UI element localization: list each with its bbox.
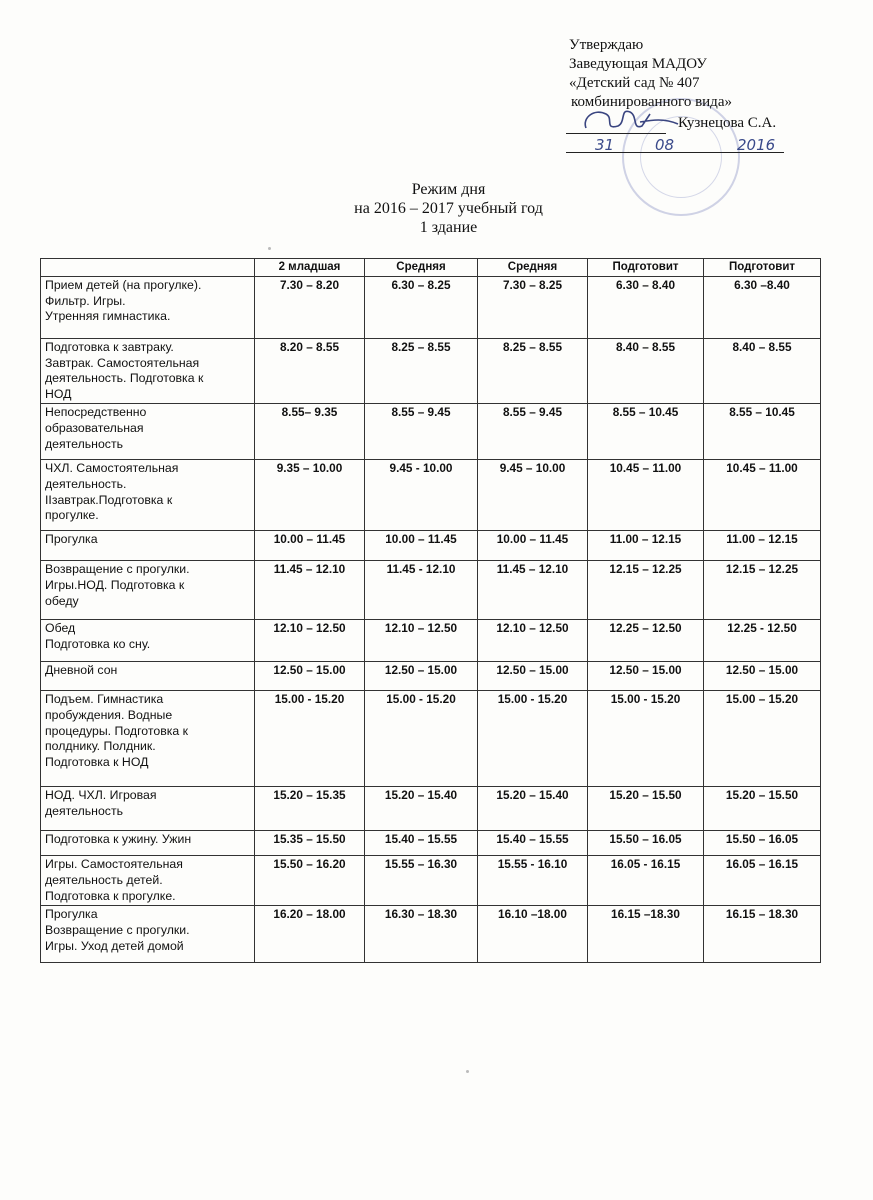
time-cell: 8.20 – 8.55 bbox=[255, 339, 365, 404]
time-cell: 6.30 – 8.40 bbox=[588, 277, 704, 339]
time-cell: 15.20 – 15.50 bbox=[704, 787, 821, 831]
activity-line: Утренняя гимнастика. bbox=[45, 309, 171, 324]
time-cell: 12.50 – 15.00 bbox=[365, 662, 478, 691]
time-cell: 10.00 – 11.45 bbox=[365, 531, 478, 561]
table-row bbox=[41, 277, 821, 339]
table-row bbox=[41, 906, 821, 963]
activity-line: Подготовка к НОД bbox=[45, 754, 149, 769]
document-title bbox=[0, 180, 873, 237]
time-cell: 7.30 – 8.25 bbox=[478, 277, 588, 339]
time-cell: 7.30 – 8.20 bbox=[255, 277, 365, 339]
time-cell: 11.45 – 12.10 bbox=[255, 561, 365, 620]
approval-line-4: комбинированного вида» bbox=[571, 94, 732, 110]
time-cell: 15.00 - 15.20 bbox=[255, 691, 365, 787]
activity-cell bbox=[41, 620, 255, 662]
time-cell: 10.00 – 11.45 bbox=[255, 531, 365, 561]
activity-line: обеду bbox=[45, 593, 79, 608]
approval-line-1: Утверждаю bbox=[569, 37, 644, 53]
approval-line-3: «Детский сад № 407 bbox=[569, 75, 700, 91]
table-row bbox=[41, 831, 821, 856]
time-cell: 12.50 – 15.00 bbox=[478, 662, 588, 691]
header-row bbox=[41, 259, 821, 277]
time-cell: 8.25 – 8.55 bbox=[478, 339, 588, 404]
table-row bbox=[41, 460, 821, 531]
time-cell: 15.20 – 15.40 bbox=[365, 787, 478, 831]
time-cell: 15.35 – 15.50 bbox=[255, 831, 365, 856]
activity-cell bbox=[41, 787, 255, 831]
table-row bbox=[41, 620, 821, 662]
time-cell: 15.00 - 15.20 bbox=[588, 691, 704, 787]
activity-line: Подготовка ко сну. bbox=[45, 636, 151, 651]
activity-cell bbox=[41, 339, 255, 404]
activity-cell bbox=[41, 531, 255, 561]
table-row bbox=[41, 531, 821, 561]
activity-line: Подготовка к ужину. Ужин bbox=[45, 832, 192, 847]
activity-cell bbox=[41, 906, 255, 963]
activity-line: деятельность. Подготовка к bbox=[45, 371, 204, 386]
time-cell: 12.50 – 15.00 bbox=[588, 662, 704, 691]
activity-line: Подготовка к завтраку. bbox=[45, 340, 174, 354]
activity-line: Прогулка bbox=[45, 907, 98, 922]
activity-cell bbox=[41, 691, 255, 787]
time-cell: 9.45 - 10.00 bbox=[365, 460, 478, 531]
activity-line: НОД bbox=[45, 386, 72, 401]
activity-cell bbox=[41, 561, 255, 620]
activity-line: полднику. Полдник. bbox=[45, 739, 156, 754]
activity-line: деятельность bbox=[45, 803, 123, 818]
header-group-4: Подготовит bbox=[588, 259, 704, 277]
time-cell: 8.25 – 8.55 bbox=[365, 339, 478, 404]
table-row bbox=[41, 856, 821, 906]
time-cell: 15.00 - 15.20 bbox=[478, 691, 588, 787]
time-cell: 12.50 – 15.00 bbox=[704, 662, 821, 691]
activity-line: Завтрак. Самостоятельная bbox=[45, 355, 200, 370]
time-cell: 8.55 – 10.45 bbox=[588, 404, 704, 460]
time-cell: 15.00 – 15.20 bbox=[704, 691, 821, 787]
title-line-1: Режим дня bbox=[411, 181, 486, 198]
time-cell: 10.00 – 11.45 bbox=[478, 531, 588, 561]
time-cell: 12.50 – 15.00 bbox=[255, 662, 365, 691]
time-cell: 8.40 – 8.55 bbox=[588, 339, 704, 404]
header-group-3: Средняя bbox=[478, 259, 588, 277]
header-group-5: Подготовит bbox=[704, 259, 821, 277]
activity-line: ЧХЛ. Самостоятельная bbox=[45, 461, 179, 476]
time-cell: 15.40 – 15.55 bbox=[478, 831, 588, 856]
time-cell: 15.40 – 15.55 bbox=[365, 831, 478, 856]
time-cell: 8.55 – 10.45 bbox=[704, 404, 821, 460]
time-cell: 8.55 – 9.45 bbox=[365, 404, 478, 460]
time-cell: 16.20 – 18.00 bbox=[255, 906, 365, 963]
time-cell: 6.30 – 8.25 bbox=[365, 277, 478, 339]
title-line-2: на 2016 – 2017 учебный год bbox=[354, 200, 543, 217]
time-cell: 16.15 –18.30 bbox=[588, 906, 704, 963]
time-cell: 12.10 – 12.50 bbox=[255, 620, 365, 662]
time-cell: 10.45 – 11.00 bbox=[588, 460, 704, 531]
time-cell: 6.30 –8.40 bbox=[704, 277, 821, 339]
schedule-table bbox=[40, 258, 821, 963]
time-cell: 10.45 – 11.00 bbox=[704, 460, 821, 531]
time-cell: 16.10 –18.00 bbox=[478, 906, 588, 963]
time-cell: 11.45 - 12.10 bbox=[365, 561, 478, 620]
table-row bbox=[41, 691, 821, 787]
time-cell: 16.30 – 18.30 bbox=[365, 906, 478, 963]
head-name: Кузнецова С.А. bbox=[678, 115, 777, 131]
time-cell: 9.35 – 10.00 bbox=[255, 460, 365, 531]
table-row bbox=[41, 787, 821, 831]
activity-cell bbox=[41, 856, 255, 906]
activity-line: Игры. Уход детей домой bbox=[45, 938, 184, 953]
time-cell: 8.55 – 9.45 bbox=[478, 404, 588, 460]
activity-line: деятельность bbox=[45, 436, 123, 451]
table-row bbox=[41, 339, 821, 404]
table-row bbox=[41, 561, 821, 620]
activity-cell bbox=[41, 831, 255, 856]
time-cell: 8.40 – 8.55 bbox=[704, 339, 821, 404]
time-cell: 12.10 – 12.50 bbox=[365, 620, 478, 662]
time-cell: 15.00 - 15.20 bbox=[365, 691, 478, 787]
time-cell: 16.05 – 16.15 bbox=[704, 856, 821, 906]
time-cell: 15.20 – 15.50 bbox=[588, 787, 704, 831]
scan-speck bbox=[268, 247, 271, 250]
time-cell: 15.50 – 16.05 bbox=[704, 831, 821, 856]
header-activity bbox=[41, 259, 255, 277]
activity-line: Обед bbox=[45, 621, 76, 636]
activity-cell bbox=[41, 460, 255, 531]
activity-line: деятельность. bbox=[45, 476, 127, 491]
activity-line: пробуждения. Водные bbox=[45, 707, 173, 722]
activity-line: Фильтр. Игры. bbox=[45, 293, 126, 308]
time-cell: 8.55– 9.35 bbox=[255, 404, 365, 460]
activity-line: Игры. Самостоятельная bbox=[45, 857, 183, 872]
time-cell: 15.20 – 15.35 bbox=[255, 787, 365, 831]
time-cell: 15.55 - 16.10 bbox=[478, 856, 588, 906]
activity-line: прогулке. bbox=[45, 508, 99, 523]
time-cell: 12.25 - 12.50 bbox=[704, 620, 821, 662]
time-cell: 16.15 – 18.30 bbox=[704, 906, 821, 963]
date-day: 31 bbox=[595, 136, 615, 154]
approval-line-2: Заведующая МАДОУ bbox=[569, 56, 707, 72]
activity-line: НОД. ЧХЛ. Игровая bbox=[45, 788, 157, 803]
activity-line: образовательная bbox=[45, 420, 144, 435]
activity-cell bbox=[41, 277, 255, 339]
activity-line: процедуры. Подготовка к bbox=[45, 723, 189, 738]
handwritten-signature bbox=[580, 100, 690, 140]
time-cell: 12.15 – 12.25 bbox=[588, 561, 704, 620]
time-cell: 12.15 – 12.25 bbox=[704, 561, 821, 620]
time-cell: 15.20 – 15.40 bbox=[478, 787, 588, 831]
time-cell: 12.10 – 12.50 bbox=[478, 620, 588, 662]
activity-cell bbox=[41, 662, 255, 691]
time-cell: 15.50 – 16.05 bbox=[588, 831, 704, 856]
time-cell: 16.05 - 16.15 bbox=[588, 856, 704, 906]
time-cell: 9.45 – 10.00 bbox=[478, 460, 588, 531]
activity-line: Подготовка к прогулке. bbox=[45, 888, 176, 903]
time-cell: 15.50 – 16.20 bbox=[255, 856, 365, 906]
time-cell: 12.25 – 12.50 bbox=[588, 620, 704, 662]
activity-cell bbox=[41, 404, 255, 460]
activity-line: Подъем. Гимнастика bbox=[45, 692, 164, 707]
time-cell: 11.00 – 12.15 bbox=[588, 531, 704, 561]
header-group-1: 2 младшая bbox=[255, 259, 365, 277]
activity-line: Дневной сон bbox=[45, 663, 118, 678]
scan-speck bbox=[466, 1070, 469, 1073]
activity-line: деятельность детей. bbox=[45, 872, 163, 887]
date-year: 2016 bbox=[737, 136, 776, 154]
activity-line: Возвращение с прогулки. bbox=[45, 922, 190, 937]
activity-line: Прогулка bbox=[45, 532, 98, 547]
header-group-2: Средняя bbox=[365, 259, 478, 277]
activity-line: Непосредственно bbox=[45, 405, 147, 420]
activity-line: IIзавтрак.Подготовка к bbox=[45, 492, 173, 507]
table-row bbox=[41, 662, 821, 691]
activity-line: Возвращение с прогулки. bbox=[45, 562, 190, 577]
activity-line: Прием детей (на прогулке). bbox=[45, 278, 202, 292]
table-row bbox=[41, 404, 821, 460]
schedule-body bbox=[41, 277, 821, 963]
activity-line: Игры.НОД. Подготовка к bbox=[45, 577, 185, 592]
date-month: 08 bbox=[655, 136, 675, 154]
title-line-3: 1 здание bbox=[419, 219, 478, 236]
time-cell: 11.45 – 12.10 bbox=[478, 561, 588, 620]
time-cell: 11.00 – 12.15 bbox=[704, 531, 821, 561]
time-cell: 15.55 – 16.30 bbox=[365, 856, 478, 906]
